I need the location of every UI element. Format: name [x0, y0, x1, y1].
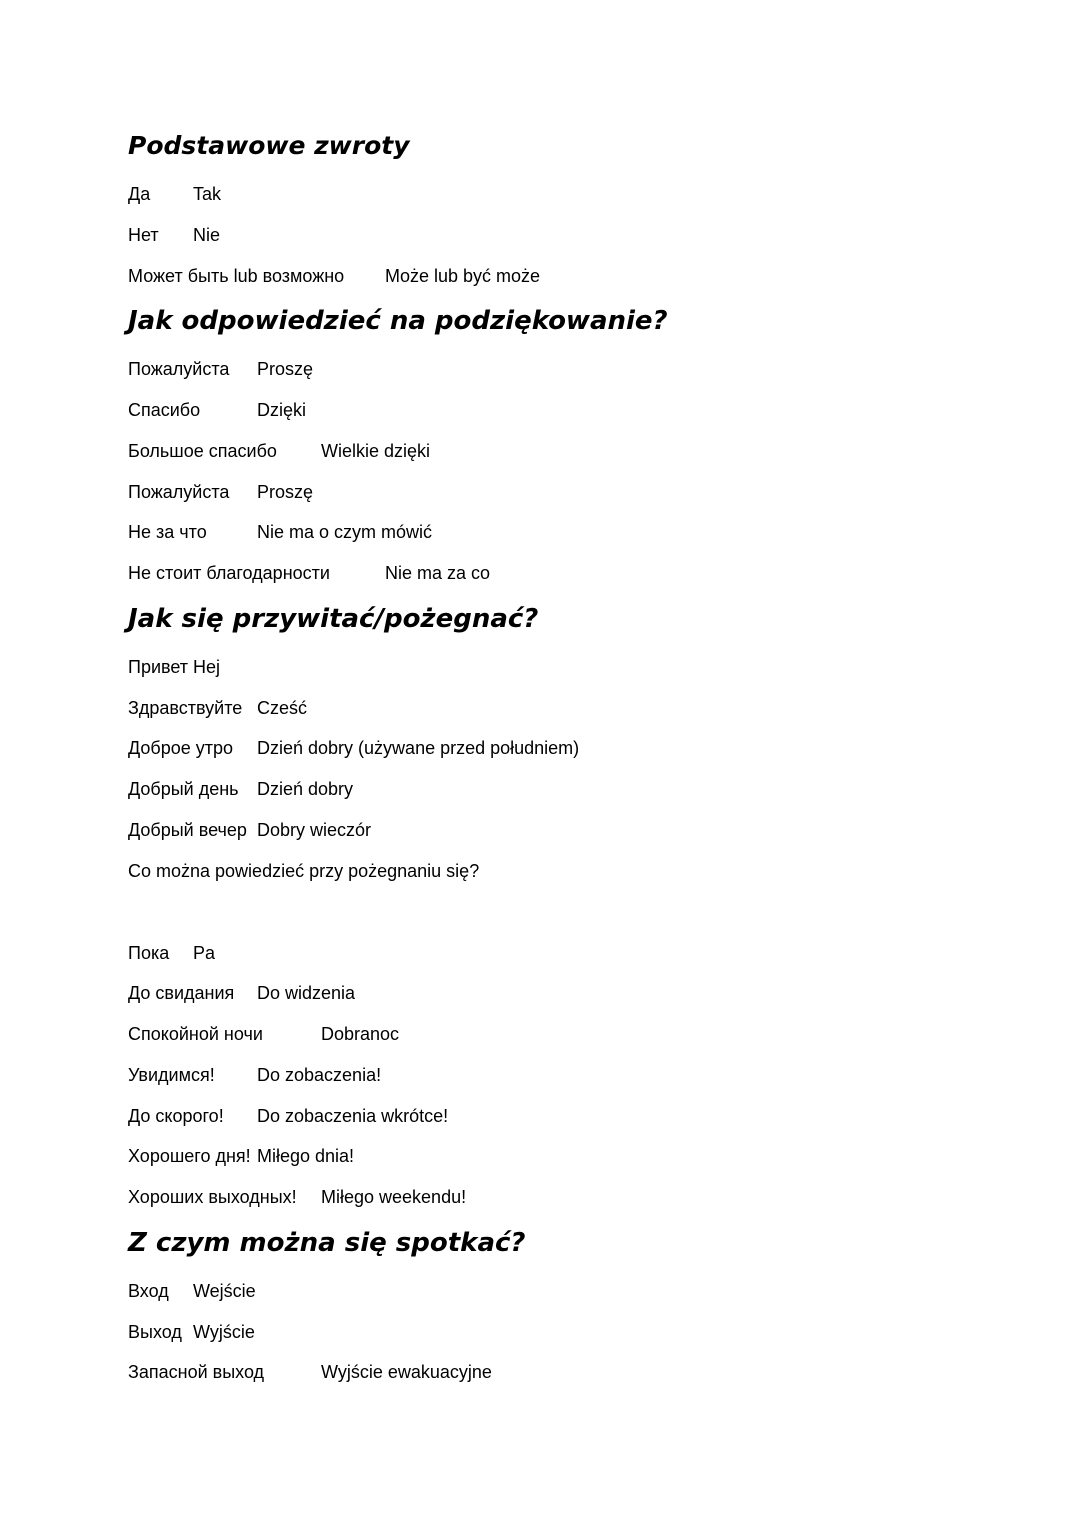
russian-phrase: Доброе утро — [128, 738, 234, 758]
russian-phrase: Вход — [128, 1281, 169, 1301]
russian-phrase: Добрый вечер — [128, 820, 247, 840]
polish-phrase: Do zobaczenia wkrótce! — [257, 1106, 449, 1126]
russian-phrase: Спасибо — [128, 400, 201, 420]
polish-phrase: Nie ma o czym mówić — [257, 522, 433, 542]
russian-phrase: Добрый день — [128, 779, 239, 799]
russian-phrase: Пока — [128, 943, 170, 963]
russian-phrase: До скорого! — [128, 1106, 224, 1126]
russian-phrase: Большое спасибо — [128, 441, 277, 461]
farewell-question-text: Co można powiedzieć przy pożegnaniu się? — [128, 861, 480, 881]
russian-phrase: Здравствуйте — [128, 698, 243, 718]
russian-phrase: До свидания — [128, 983, 235, 1003]
polish-phrase: Wielkie dzięki — [321, 441, 431, 461]
polish-phrase: Do widzenia — [257, 983, 356, 1003]
russian-phrase: Выход — [128, 1322, 182, 1342]
russian-phrase: Не за что — [128, 522, 207, 542]
russian-phrase: Привет — [128, 657, 189, 677]
polish-phrase: Pa — [193, 943, 216, 963]
russian-phrase: Спокойной ночи — [128, 1024, 263, 1044]
polish-phrase: Nie — [193, 225, 221, 245]
polish-phrase: Dobranoc — [321, 1024, 400, 1044]
russian-phrase: Может быть lub возможно — [128, 266, 345, 286]
polish-phrase: Wyjście ewakuacyjne — [321, 1362, 492, 1382]
russian-phrase: Запасной выход — [128, 1362, 265, 1382]
section-title-signs: Z czym można się spotkać? — [128, 1228, 526, 1258]
polish-phrase: Dzień dobry (używane przed południem) — [257, 738, 580, 758]
polish-phrase: Proszę — [257, 359, 314, 379]
polish-phrase: Wejście — [193, 1281, 256, 1301]
russian-phrase: Увидимся! — [128, 1065, 215, 1085]
polish-phrase: Dobry wieczór — [257, 820, 372, 840]
section-title-greetings: Jak się przywitać/pożegnać? — [128, 604, 539, 634]
russian-phrase: Пожалуйста — [128, 482, 230, 502]
russian-phrase: Нет — [128, 225, 159, 245]
polish-phrase: Dzięki — [257, 400, 307, 420]
polish-phrase: Proszę — [257, 482, 314, 502]
polish-phrase: Hej — [193, 657, 221, 677]
russian-phrase: Не стоит благодарности — [128, 563, 330, 583]
russian-phrase: Пожалуйста — [128, 359, 230, 379]
polish-phrase: Cześć — [257, 698, 308, 718]
russian-phrase: Хорошего дня! — [128, 1146, 251, 1166]
polish-phrase: Może lub być może — [385, 266, 541, 286]
russian-phrase: Хороших выходных! — [128, 1187, 297, 1207]
polish-phrase: Miłego weekendu! — [321, 1187, 467, 1207]
polish-phrase: Do zobaczenia! — [257, 1065, 382, 1085]
polish-phrase: Wyjście — [193, 1322, 255, 1342]
polish-phrase: Dzień dobry — [257, 779, 354, 799]
section-title-thanks-reply: Jak odpowiedzieć na podziękowanie? — [128, 306, 668, 336]
polish-phrase: Nie ma za co — [385, 563, 491, 583]
russian-phrase: Да — [128, 184, 151, 204]
section-title-basic-phrases: Podstawowe zwroty — [128, 131, 410, 160]
polish-phrase: Tak — [193, 184, 222, 204]
polish-phrase: Miłego dnia! — [257, 1146, 355, 1166]
